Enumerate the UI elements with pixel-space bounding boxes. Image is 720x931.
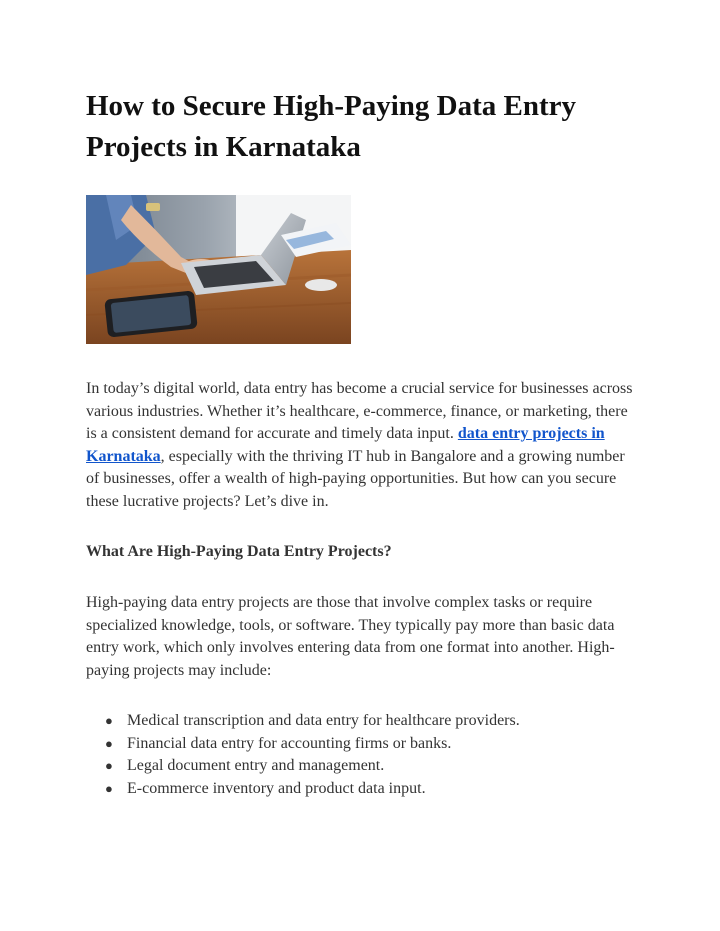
intro-paragraph bbox=[86, 378, 638, 513]
list-item bbox=[86, 755, 520, 778]
list-item-text: Medical transcription and data entry for healthcare providers. bbox=[127, 712, 520, 729]
intro-text-after-link: , especially with the thriving IT hub in Bangalore and a growing number of businesses, offer a wealth of high-paying opportunities. But how can you secure these lucrative projects? Let’s dive in. bbox=[86, 447, 625, 510]
bullet-icon: ● bbox=[105, 735, 113, 751]
bullet-icon: ● bbox=[105, 781, 113, 797]
list-item bbox=[86, 710, 520, 733]
page-title: How to Secure High-Paying Data Entry Projects in Karnataka bbox=[86, 90, 577, 163]
section-heading: What Are High-Paying Data Entry Projects? bbox=[86, 543, 392, 560]
project-types-list bbox=[86, 710, 520, 801]
hero-image bbox=[86, 195, 351, 344]
list-item bbox=[86, 778, 520, 801]
bullet-icon: ● bbox=[105, 758, 113, 774]
intro-text-before-link: In today’s digital world, data entry has become a crucial service for businesses across various industries. Whether it’s healthcare, e-commerce, finance, or marketing, there is a consistent demand for accurate and timely data input. bbox=[86, 380, 633, 442]
list-item bbox=[86, 733, 520, 756]
list-item-text: Legal document entry and management. bbox=[127, 757, 385, 775]
list-item-text: E-commerce inventory and product data input. bbox=[127, 780, 426, 798]
karnataka-data-entry-link[interactable]: data entry projects in Karnataka bbox=[86, 425, 605, 465]
section-paragraph: High-paying data entry projects are those that involve complex tasks or require specialized knowledge, tools, or software. They typically pay more than basic data entry work, which only involves entering data from one format into another. High-paying projects may include: bbox=[86, 594, 615, 679]
list-item-text: Financial data entry for accounting firms or banks. bbox=[127, 734, 452, 752]
bullet-icon: ● bbox=[105, 713, 113, 728]
